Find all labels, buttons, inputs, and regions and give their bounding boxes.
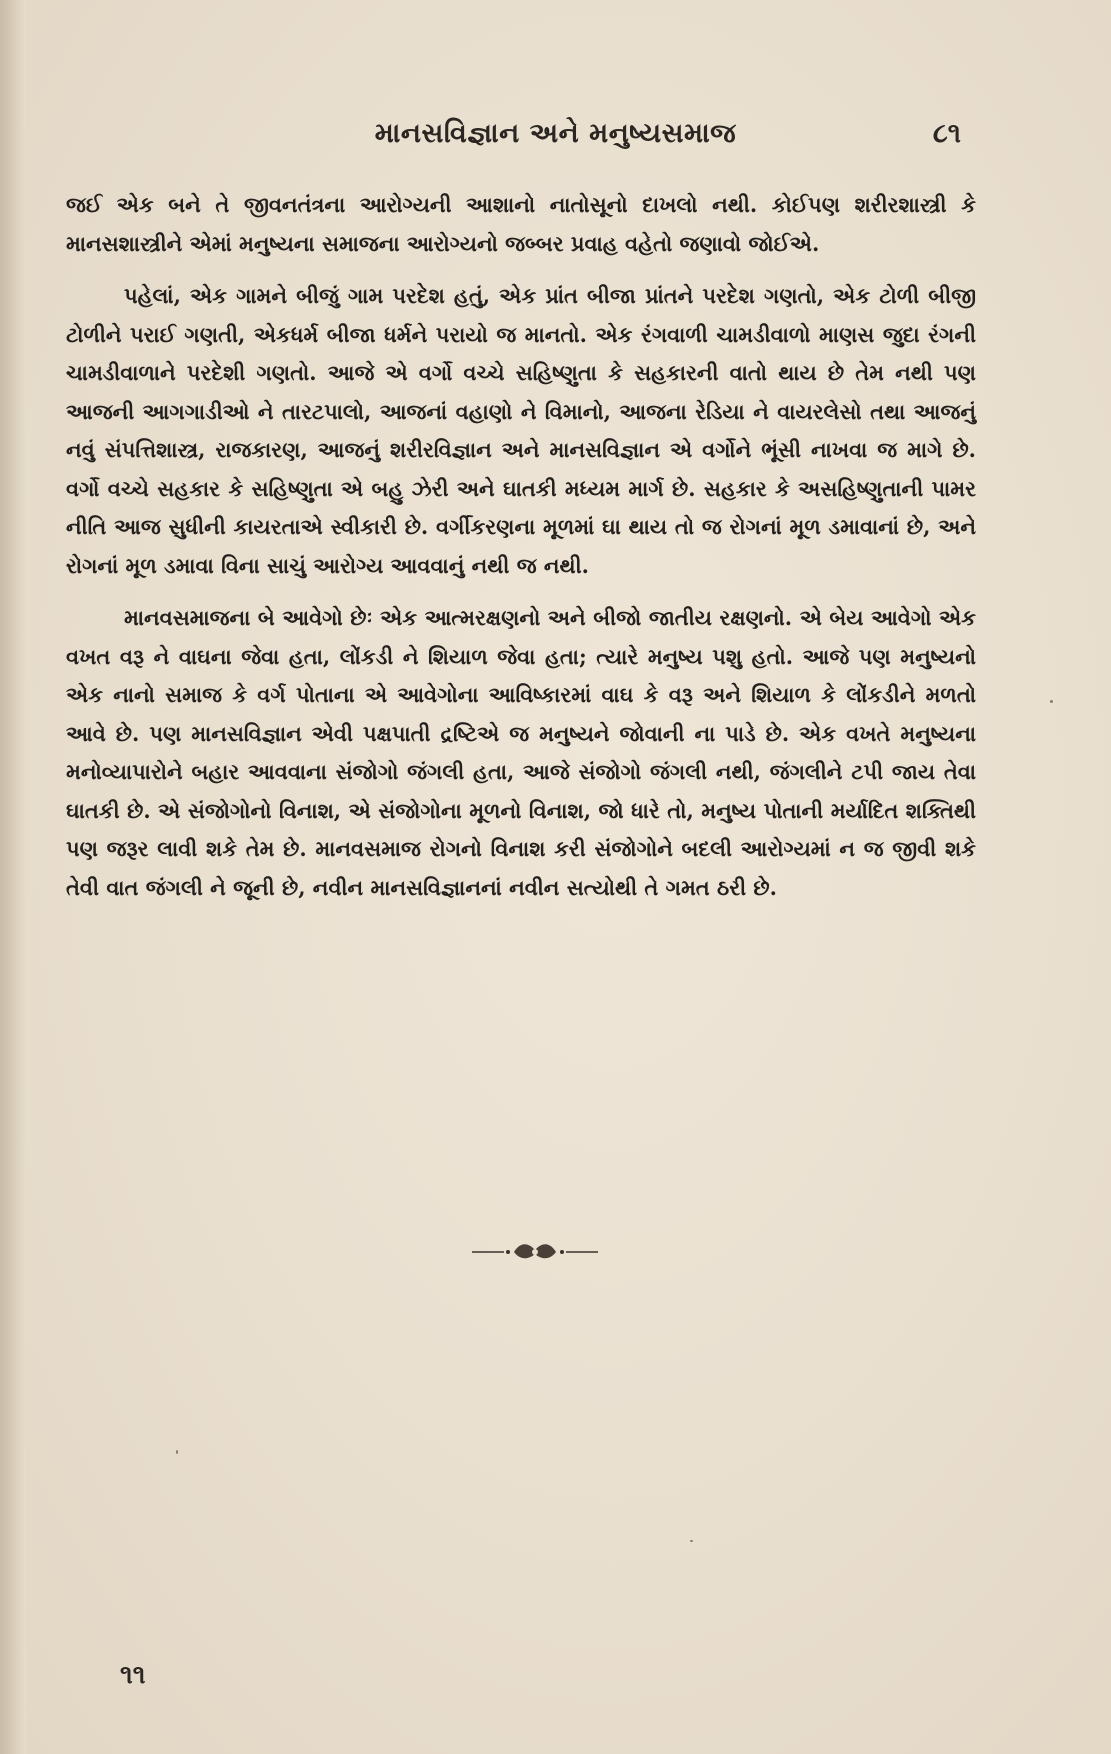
paper-speck (690, 1540, 693, 1542)
running-title: માનસવિજ્ઞાન અને મનુષ્યસમાજ (374, 118, 737, 149)
section-end-ornament (470, 1240, 600, 1262)
page-body (66, 186, 976, 921)
page-header (0, 118, 1111, 158)
paragraph-classes: પહેલાં, એક ગામને બીજું ગામ પરદેશ હતું, એક પ્રાંત બીજા પ્રાંતને પરદેશ ગણતો, એક ટોળી બીજી ટોળીને પરાઈ ગણતી, એકધર્મ બીજા ધર્મને પરાયો જ માનતો. એક રંગવાળી ચામડીવાળો માણસ જુદા રંગની ચામડીવાળાને પરદેશી ગણતો. આજે એ વર્ગો વચ્ચે સહિષ્ણુતા કે સહકારની વાતો થાય છે તેમ નથી પણ આજની આગગાડીઓ ને તારટપાલો, આજનાં વહાણો ને વિમાનો, આજના રેડિયા ને વાયરલેસો તથા આજનું નવું સંપત્તિશાસ્ત્ર, રાજકારણ, આજનું શરીરવિજ્ઞાન અને માનસવિજ્ઞાન એ વર્ગોને ભૂંસી નાખવા જ માગે છે. વર્ગો વચ્ચે સહકાર કે સહિષ્ણુતા એ બહુ ઝેરી અને ઘાતકી મધ્યમ માર્ગ છે. સહકાર કે અસહિષ્ણુતાની પામર નીતિ આજ સુધીની કાયરતાએ સ્વીકારી છે. વર્ગીકરણના મૂળમાં ઘા થાય તો જ રોગનાં મૂળ ડમાવાનાં છે, અને રોગનાં મૂળ ડમાવા વિના સાચું આરોગ્ય આવવાનું નથી જ નથી. (66, 283, 976, 578)
page-number: ૮૧ (932, 118, 961, 149)
paper-speck (176, 1450, 178, 1454)
paragraph-continuation: જઈ એક બને તે જીવનતંત્રના આરોગ્યની આશાનો નાતોસૂનો દાખલો નથી. કોઈપણ શરીરશાસ્ત્રી કે માનસશાસ્ત્રીને એમાં મનુષ્યના સમાજના આરોગ્યનો જબ્બર પ્રવાહ વહેતો જણાવો જોઈએ. (66, 192, 976, 256)
paragraph-impulses: માનવસમાજના બે આવેગો છેઃ એક આત્મરક્ષણનો અને બીજો જાતીય રક્ષણનો. એ બેય આવેગો એક વખત વરૂ ને વાઘના જેવા હતા, લોંકડી ને શિયાળ જેવા હતા; ત્યારે મનુષ્ય પશુ હતો. આજે પણ મનુષ્યનો એક નાનો સમાજ કે વર્ગ પોતાના એ આવેગોના આવિષ્કારમાં વાઘ કે વરૂ અને શિયાળ કે લોંકડીને મળતો આવે છે. પણ માનસવિજ્ઞાન એવી પક્ષપાતી દ્રષ્ટિએ જ મનુષ્યને જોવાની ના પાડે છે. એક વખતે મનુષ્યના મનોવ્યાપારોને બહાર આવવાના સંજોગો જંગલી હતા, આજે સંજોગો જંગલી નથી, જંગલીને ટપી જાય તેવા ઘાતકી છે. એ સંજોગોનો વિનાશ, એ સંજોગોના મૂળનો વિનાશ, જો ધારે તો, મનુષ્ય પોતાની મર્યાદિત શક્તિથી પણ જરૂર લાવી શકે તેમ છે. માનવસમાજ રોગનો વિનાશ કરી સંજોગોને બદલી આરોગ્યમાં ન જ જીવી શકે તેવી વાત જંગલી ને જૂની છે, નવીન માનસવિજ્ઞાનનાં નવીન સત્યોથી તે ગમત ઠરી છે. (66, 605, 976, 900)
printer-signature: ૧૧ (120, 1660, 146, 1690)
paper-speck (1050, 700, 1053, 703)
page-binding-edge (0, 0, 26, 1754)
